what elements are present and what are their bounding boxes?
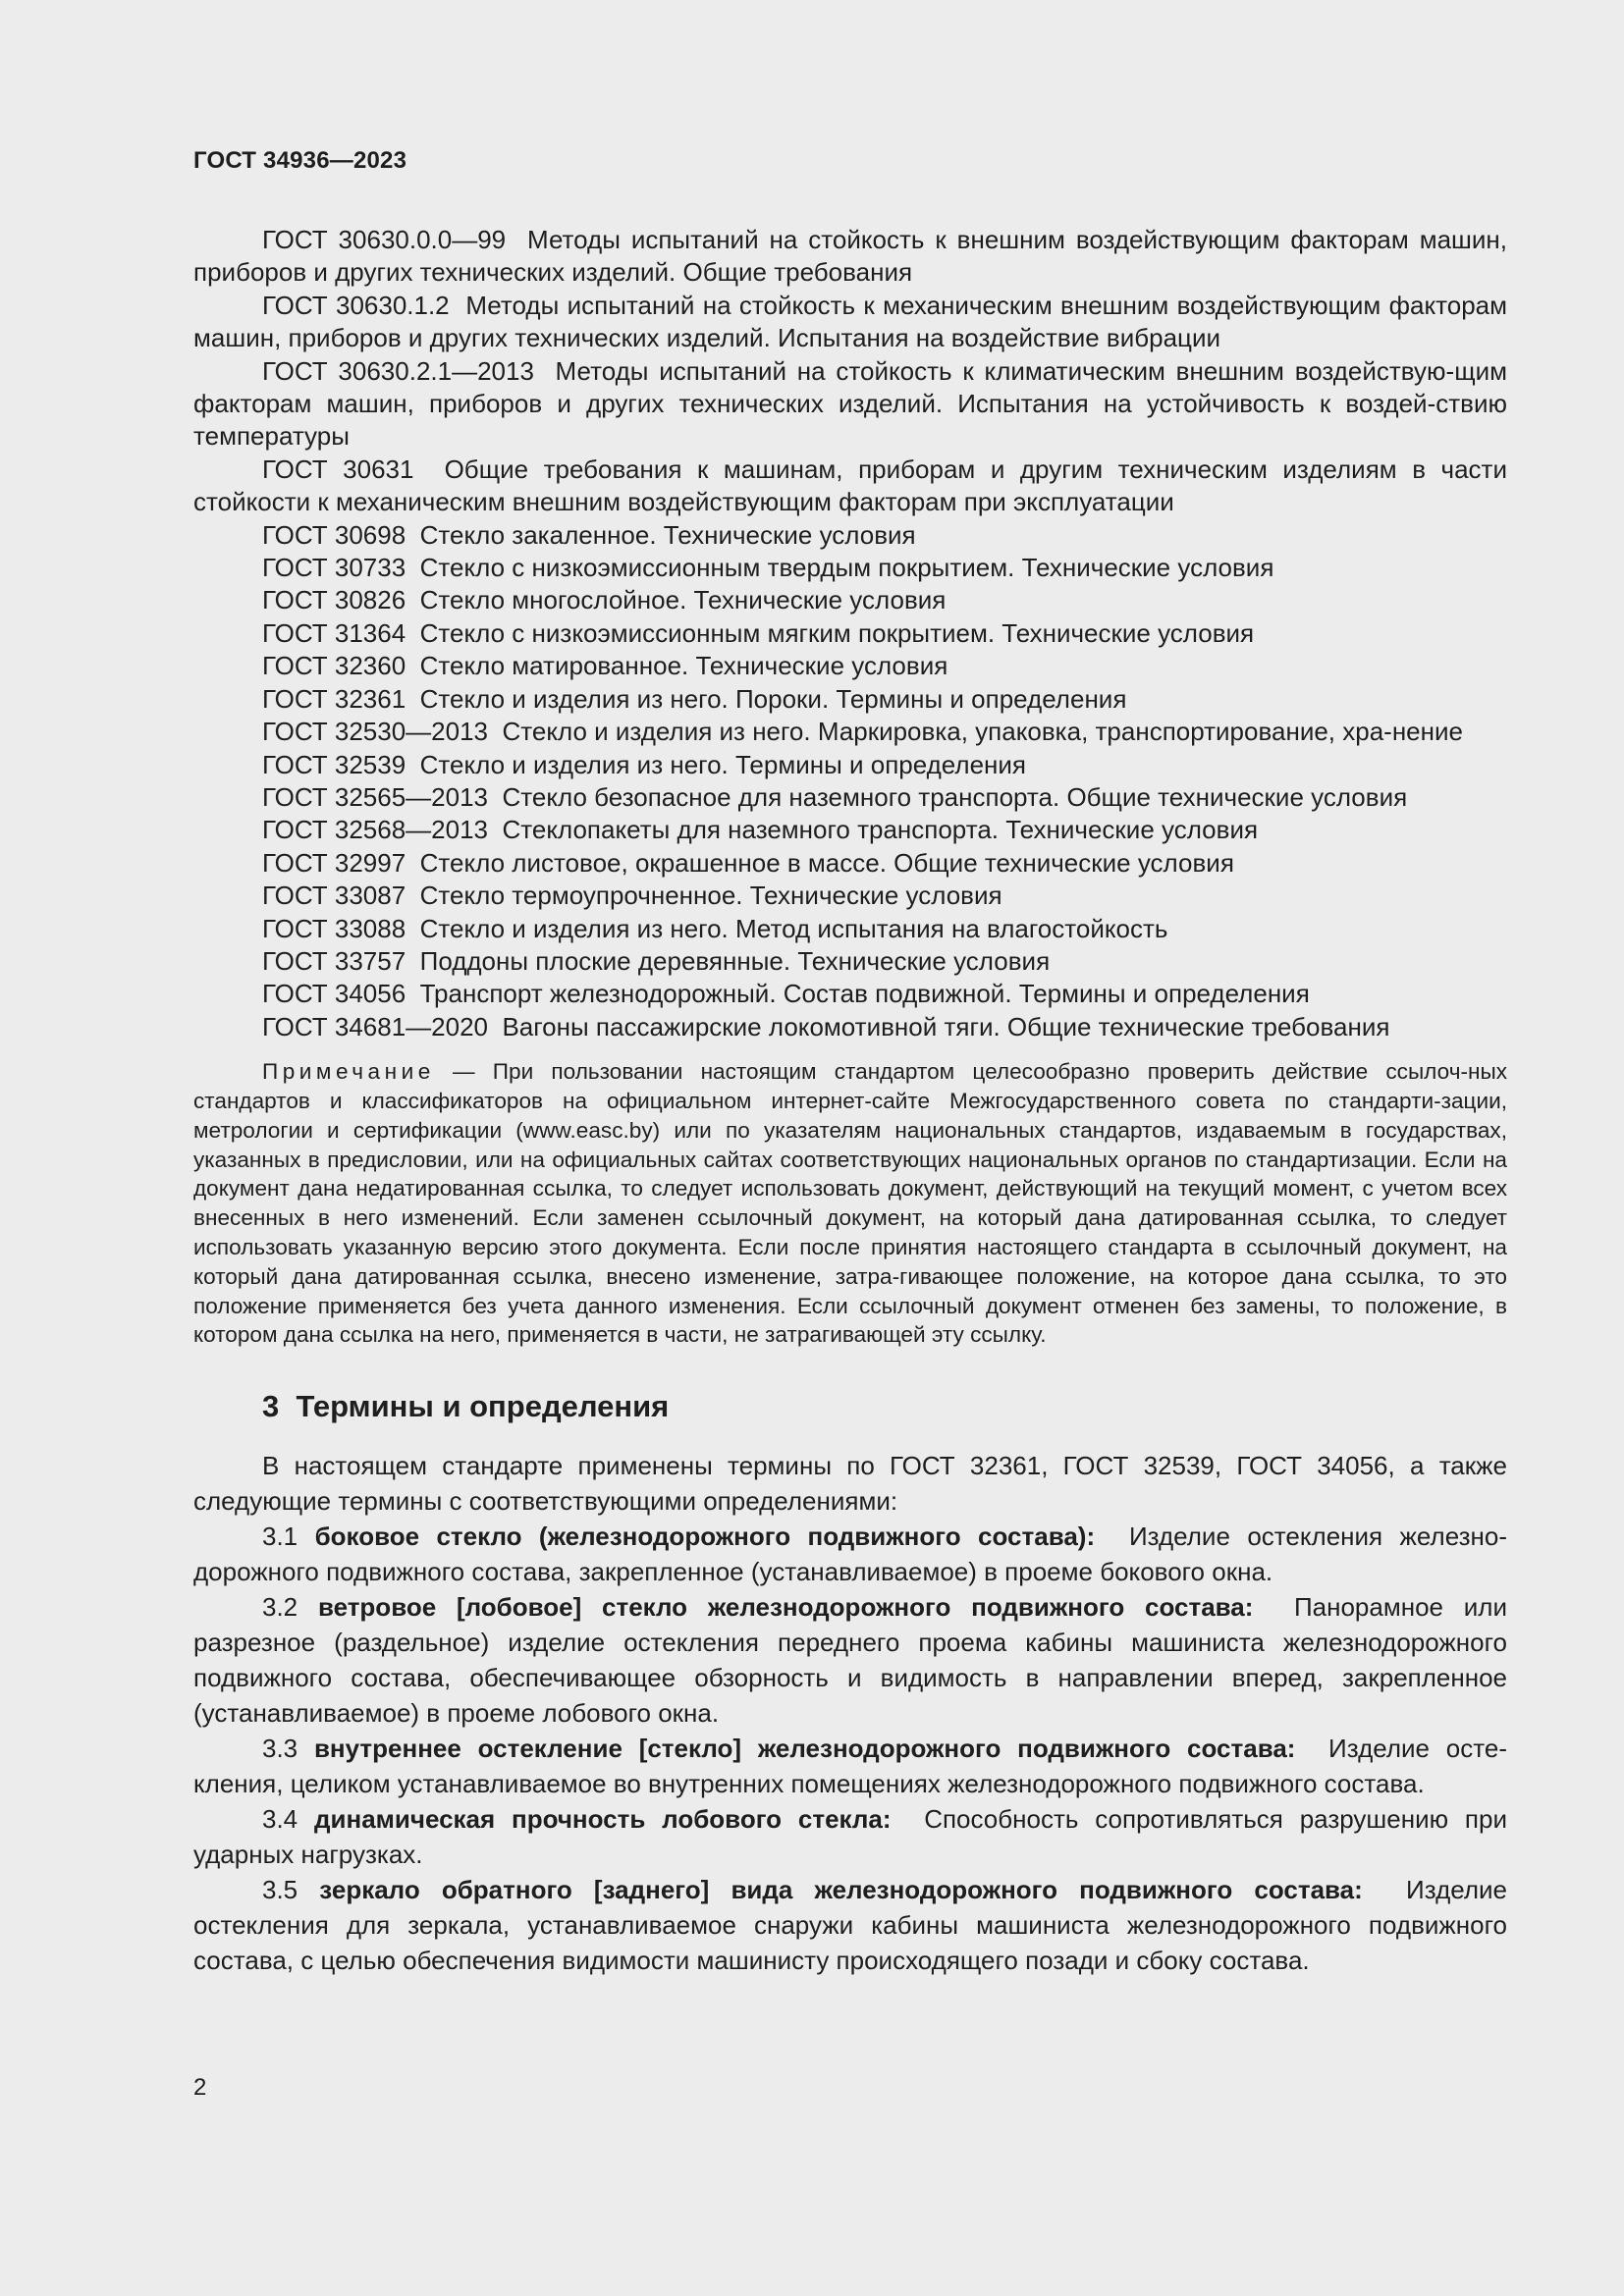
- reference-item: [193, 814, 1507, 846]
- term-text: Изделие остекления железно-дорожного подвижного состава, закрепленное (устанавливаемое) в проеме бокового окна.: [193, 1522, 1507, 1587]
- reference-code: ГОСТ 30631: [262, 454, 414, 484]
- reference-item: [193, 945, 1507, 978]
- reference-title: Стекло и изделия из него. Термины и определения: [419, 749, 1026, 779]
- page-content: [193, 224, 1507, 1978]
- reference-item: [193, 519, 1507, 552]
- reference-item: [193, 552, 1507, 584]
- reference-title: Транспорт железнодорожный. Состав подвижной. Термины и определения: [419, 979, 1310, 1009]
- reference-item: [193, 1011, 1507, 1043]
- term-name: зеркало обратного [заднего] вида железнодорожного подвижного состава:: [319, 1875, 1363, 1905]
- note-text: — При пользовании настоящим стандартом целесообразно проверить действие ссылоч-ных стандартов и классификаторов на официальном интернет-сайте Межгосударственного совета по стандарти-зации, метрологии и сертификации (www.easc.by) или по указателям национальных стандартов, издаваемым в государствах, указанных в предисловии, или на официальных сайтах соответствующих национальных органов по стандартизации. Если на документ дана недатированная ссылка, то следует использовать документ, действующий на текущий момент, с учетом всех внесенных в него изменений. Если заменен ссылочный документ, на который дана датированная ссылка, то следует использовать указанную версию этого документа. Если после принятия настоящего стандарта в ссылочный документ, на который дана датированная ссылка, внесено изменение, затра-гивающее положение, на которое дана ссылка, то это положение применяется без учета данного изменения. Если ссылочный документ отменен без замены, то положение, в котором дана ссылка на него, применяется в части, не затрагивающей эту ссылку.: [193, 1059, 1507, 1348]
- reference-code: ГОСТ 30630.1.2: [262, 290, 450, 320]
- reference-title: Методы испытаний на стойкость к климатическим внешним воздействую-щим факторам машин, приборов и других технических изделий. Испытания на устойчивость к воздей-ствию температуры: [193, 355, 1507, 452]
- reference-code: ГОСТ 30698: [262, 519, 406, 550]
- reference-item: [193, 716, 1507, 748]
- page-number: 2: [193, 2074, 207, 2101]
- reference-item: [193, 584, 1507, 616]
- reference-code: ГОСТ 33087: [262, 881, 406, 911]
- reference-title: Стекло и изделия из него. Метод испытания на влагостойкость: [419, 913, 1168, 943]
- term-number: 3.1: [262, 1522, 298, 1552]
- term-name: ветровое [лобовое] стекло железнодорожного подвижного состава:: [317, 1592, 1254, 1623]
- term-definition: [193, 1519, 1507, 1589]
- term-definition: [193, 1731, 1507, 1801]
- term-definition: [193, 1589, 1507, 1731]
- reference-code: ГОСТ 33757: [262, 945, 406, 976]
- reference-code: ГОСТ 30630.2.1—2013: [262, 355, 534, 386]
- reference-code: ГОСТ 32997: [262, 847, 406, 878]
- reference-item: [193, 978, 1507, 1010]
- term-name: боковое стекло (железнодорожного подвижного состава):: [314, 1522, 1096, 1552]
- term-text: Панорамное или разрезное (раздельное) изделие остекления переднего проема кабины машиниста железнодорожного подвижного состава, обеспечивающее обзорность и видимость в направлении вперед, закрепленное (устанавливаемое) в проеме лобового окна.: [193, 1592, 1507, 1729]
- reference-item: [193, 781, 1507, 814]
- term-text: Способность сопротивляться разрушению при ударных нагрузках.: [193, 1804, 1507, 1870]
- reference-code: ГОСТ 32530—2013: [262, 717, 489, 747]
- term-definition: [193, 1801, 1507, 1872]
- reference-item: [193, 617, 1507, 650]
- reference-code: ГОСТ 34681—2020: [262, 1011, 489, 1041]
- reference-item: [193, 650, 1507, 682]
- reference-code: ГОСТ 30630.0.0—99: [262, 225, 507, 254]
- reference-title: Вагоны пассажирские локомотивной тяги. Общие технические требования: [502, 1011, 1390, 1041]
- reference-code: ГОСТ 30733: [262, 553, 406, 583]
- section-title: Термины и определения: [296, 1389, 670, 1424]
- reference-title: Стекло с низкоэмиссионным мягким покрытием. Технические условия: [419, 617, 1255, 648]
- reference-title: Поддоны плоские деревянные. Технические условия: [419, 945, 1051, 976]
- note-paragraph: [193, 1057, 1507, 1350]
- reference-code: ГОСТ 34056: [262, 979, 406, 1009]
- reference-title: Стекло термоупрочненное. Технические условия: [419, 881, 1002, 911]
- reference-item: [193, 749, 1507, 781]
- reference-code: ГОСТ 31364: [262, 617, 406, 648]
- reference-title: Стекло многослойное. Технические условия: [419, 585, 947, 615]
- reference-item: [193, 880, 1507, 912]
- reference-item: [193, 454, 1507, 519]
- note-label: Примечание: [262, 1059, 435, 1085]
- section-heading: [193, 1387, 1507, 1426]
- reference-item: [193, 847, 1507, 880]
- section-intro: В настоящем стандарте применены термины по ГОСТ 32361, ГОСТ 32539, ГОСТ 34056, а также следующие термины с соответствующими определениями:: [193, 1451, 1507, 1517]
- reference-code: ГОСТ 32568—2013: [262, 815, 489, 845]
- reference-code: ГОСТ 32361: [262, 683, 406, 714]
- term-definition: [193, 1872, 1507, 1978]
- reference-title: Стекло и изделия из него. Маркировка, упаковка, транспортирование, хра-нение: [502, 717, 1463, 747]
- reference-title: Стекло и изделия из него. Пороки. Термины и определения: [419, 683, 1127, 714]
- reference-title: Общие требования к машинам, приборам и другим техническим изделиям в части стойкости к механическим внешним воздействующим факторам при эксплуатации: [193, 454, 1507, 517]
- term-number: 3.5: [262, 1875, 298, 1905]
- reference-title: Методы испытаний на стойкость к внешним воздействующим факторам машин, приборов и других технических изделий. Общие требования: [193, 225, 1507, 288]
- term-number: 3.2: [262, 1592, 298, 1623]
- reference-code: ГОСТ 33088: [262, 913, 406, 943]
- reference-title: Стекло закаленное. Технические условия: [419, 519, 916, 550]
- reference-title: Стекло с низкоэмиссионным твердым покрытием. Технические условия: [419, 553, 1274, 583]
- reference-item: [193, 683, 1507, 716]
- reference-code: ГОСТ 32565—2013: [262, 781, 489, 812]
- reference-title: Стекло листовое, окрашенное в массе. Общие технические условия: [419, 847, 1234, 878]
- reference-item: [193, 913, 1507, 945]
- term-text: Изделие осте-кления, целиком устанавливаемое во внутренних помещениях железнодорожного подвижного состава.: [193, 1734, 1507, 1799]
- term-number: 3.4: [262, 1804, 298, 1835]
- reference-title: Стекло матированное. Технические условия: [419, 651, 948, 681]
- reference-title: Стеклопакеты для наземного транспорта. Технические условия: [502, 815, 1259, 845]
- reference-item: [193, 355, 1507, 454]
- reference-title: Методы испытаний на стойкость к механическим внешним воздействующим факторам машин, приборов и других технических изделий. Испытания на воздействие вибрации: [193, 290, 1507, 353]
- reference-code: ГОСТ 32360: [262, 651, 406, 681]
- reference-item: [193, 224, 1507, 290]
- document-header: ГОСТ 34936—2023: [193, 147, 407, 174]
- term-number: 3.3: [262, 1734, 298, 1764]
- reference-title: Стекло безопасное для наземного транспорта. Общие технические условия: [502, 781, 1408, 812]
- reference-code: ГОСТ 32539: [262, 749, 406, 779]
- terms-list: [193, 1519, 1507, 1978]
- reference-code: ГОСТ 30826: [262, 585, 406, 615]
- reference-item: [193, 290, 1507, 355]
- normative-references-list: [193, 224, 1507, 1043]
- term-name: внутреннее остекление [стекло] железнодорожного подвижного состава:: [313, 1734, 1296, 1764]
- section-number: 3: [262, 1389, 280, 1424]
- term-name: динамическая прочность лобового стекла:: [314, 1804, 892, 1835]
- term-text: Изделие остекления для зеркала, устанавливаемое снаружи кабины машиниста железнодорожного подвижного состава, с целью обеспечения видимости машинисту происходящего позади и сбоку состава.: [193, 1875, 1507, 1976]
